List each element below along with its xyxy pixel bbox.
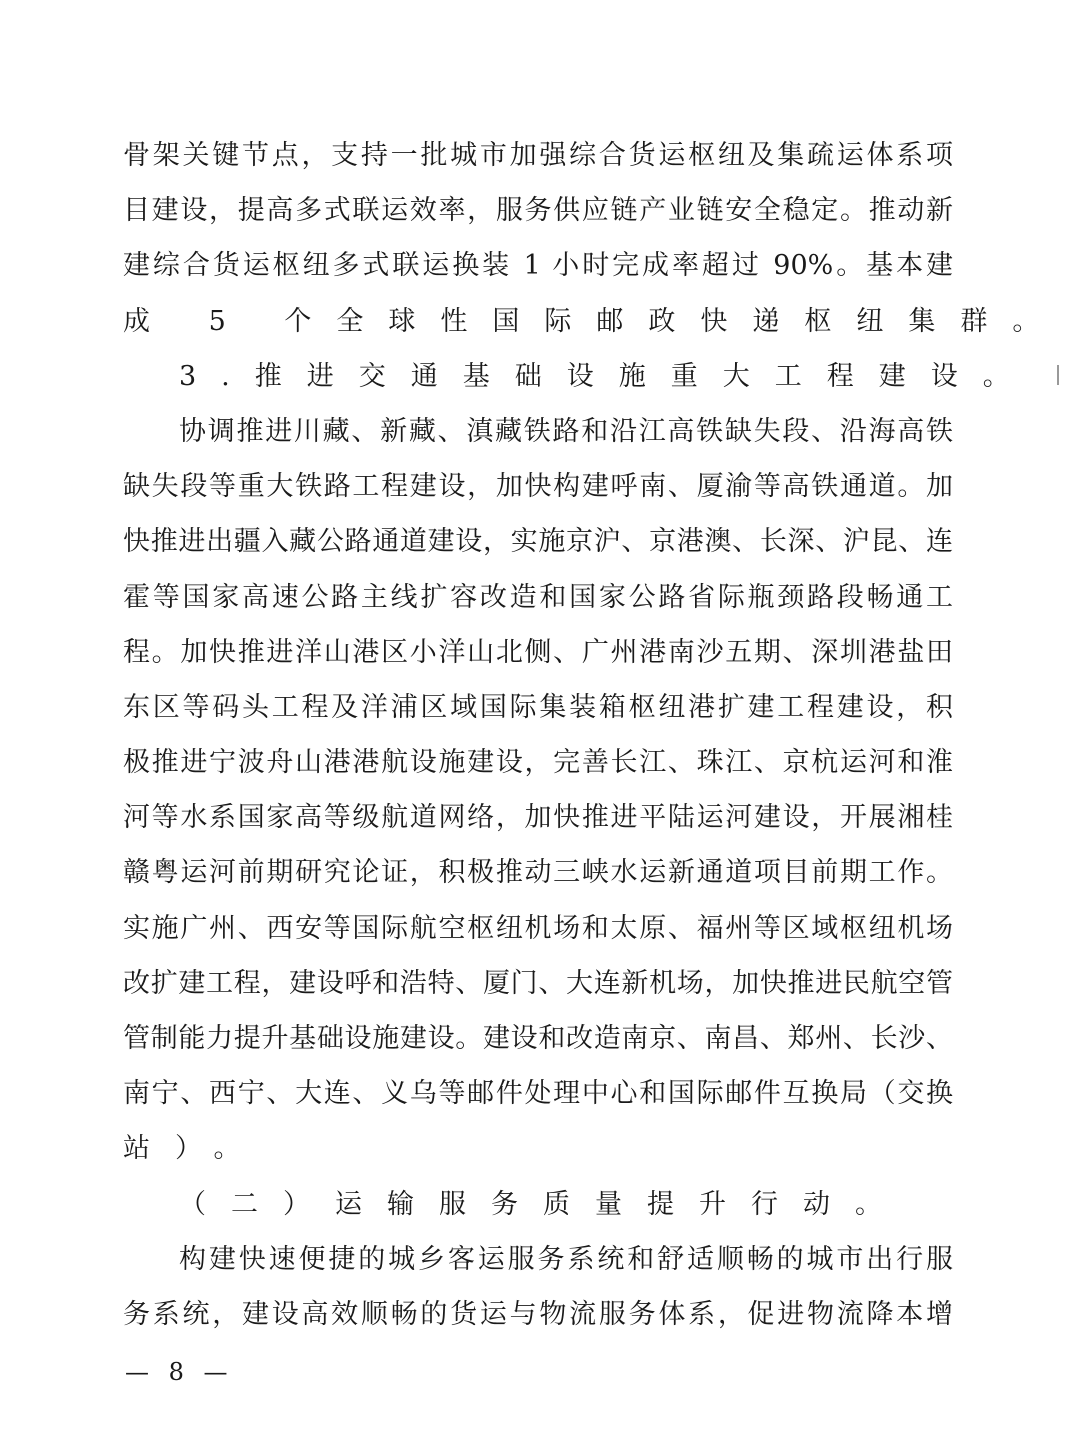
- text-line: 霍等国家高速公路主线扩容改造和国家公路省际瓶颈路段畅通工: [123, 581, 953, 613]
- text-line: 成 5 个全球性国际邮政快递枢纽集群。: [123, 305, 1065, 337]
- text-line: 东区等码头工程及洋浦区域国际集装箱枢纽港扩建工程建设，积: [123, 691, 953, 723]
- text-line: 构建快速便捷的城乡客运服务系统和舒适顺畅的城市出行服: [179, 1243, 953, 1275]
- text-line: 极推进宁波舟山港港航设施建设，完善长江、珠江、京杭运河和淮: [123, 747, 953, 779]
- text-line: 赣粤运河前期研究论证，积极推动三峡水运新通道项目前期工作。: [123, 857, 953, 889]
- text-line: 程。加快推进洋山港区小洋山北侧、广州港南沙五期、深圳港盐田: [123, 636, 953, 668]
- text-line: 务系统，建设高效顺畅的货运与物流服务体系，促进物流降本增: [123, 1298, 953, 1330]
- text-line: 建综合货运枢纽多式联运换装 1 小时完成率超过 90%。基本建: [123, 250, 953, 282]
- page-number: — 8 —: [125, 1358, 234, 1386]
- text-line: 快推进出疆入藏公路通道建设，实施京沪、京港澳、长深、沪昆、连: [123, 526, 953, 558]
- scan-mark: [1057, 365, 1059, 385]
- text-line: 南宁、西宁、大连、义乌等邮件处理中心和国际邮件互换局（交换: [123, 1078, 953, 1110]
- text-line: 骨架关键节点，支持一批城市加强综合货运枢纽及集疏运体系项: [123, 140, 953, 171]
- text-line: 协调推进川藏、新藏、滇藏铁路和沿江高铁缺失段、沿海高铁: [179, 415, 953, 447]
- text-line: 改扩建工程，建设呼和浩特、厦门、大连新机场，加快推进民航空管: [123, 967, 953, 999]
- text-line: 河等水系国家高等级航道网络，加快推进平陆运河建设，开展湘桂: [123, 802, 953, 834]
- text-line: 实施广州、西安等国际航空枢纽机场和太原、福州等区域枢纽机场: [123, 912, 953, 944]
- text-line: 缺失段等重大铁路工程建设，加快构建呼南、厦渝等高铁通道。加: [123, 471, 953, 503]
- text-line: 管制能力提升基础设施建设。建设和改造南京、南昌、郑州、长沙、: [123, 1023, 953, 1054]
- text-line: 3.推进交通基础设施重大工程建设。: [179, 360, 1035, 392]
- text-line: （二）运输服务质量提升行动。: [179, 1188, 907, 1220]
- text-line: 站）。: [123, 1133, 266, 1165]
- document-body: [123, 128, 1065, 1342]
- text-line: 目建设，提高多式联运效率，服务供应链产业链安全稳定。推动新: [123, 195, 953, 227]
